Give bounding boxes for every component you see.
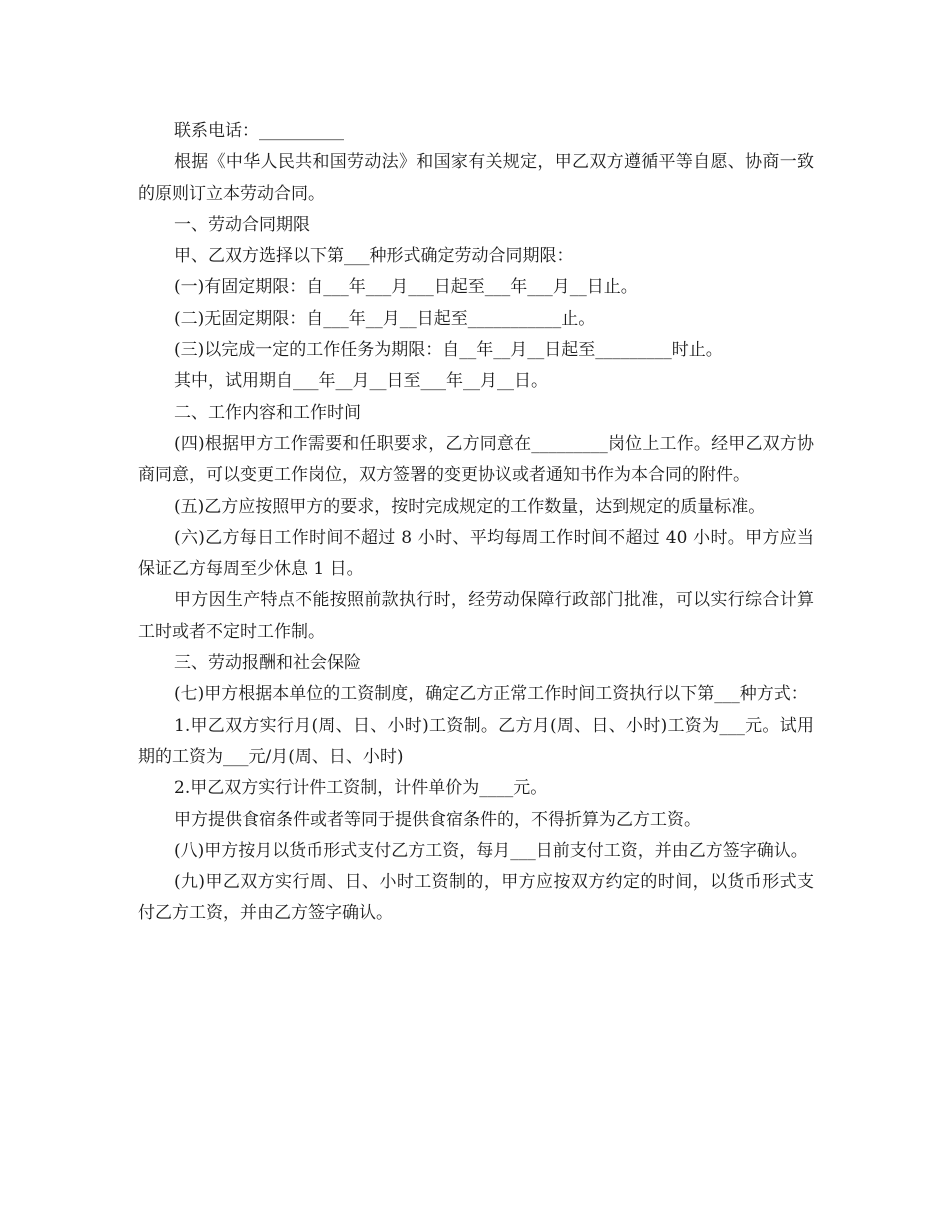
section-heading-remuneration: 三、劳动报酬和社会保险	[174, 653, 361, 674]
clause-monthly-payment: (八)甲方按月以货币形式支付乙方工资，每月___日前支付工资，并由乙方签字确认。	[174, 840, 808, 861]
term-form-selection: 甲、乙双方选择以下第___种形式确定劳动合同期限：	[174, 246, 574, 267]
clause-time-wage: 1.甲乙双方实行月(周、日、小时)工资制。乙方月(周、日、小时)工资为___元。试用期的工资为___元/月(周、日、小时)	[138, 715, 814, 767]
clause-job-position: (四)根据甲方工作需要和任职要求，乙方同意在_________岗位上工作。经甲乙双方协商同意，可以变更工作岗位，双方签署的变更协议或者通知书作为本合同的附件。	[138, 433, 814, 486]
clause-special-hours: 甲方因生产特点不能按照前款执行时，经劳动保障行政部门批准，可以实行综合计算工时或者不定时工作制。	[138, 590, 814, 642]
probation-period-line: 其中，试用期自___年__月__日至___年__月__日。	[174, 371, 548, 392]
clause-task-based-term: (三)以完成一定的工作任务为期限：自__年__月__日起至_________时止。	[174, 340, 723, 361]
clause-wage-system: (七)甲方根据本单位的工资制度，确定乙方正常工作时间工资执行以下第___种方式：	[174, 684, 808, 705]
clause-hourly-payment: (九)甲乙双方实行周、日、小时工资制的，甲方应按双方约定的时间，以货币形式支付乙方工资，并由乙方签字确认。	[138, 872, 814, 924]
contact-phone-line: 联系电话：__________	[174, 121, 344, 141]
section-heading-work-content: 二、工作内容和工作时间	[174, 402, 361, 423]
clause-piece-wage: 2.甲乙双方实行计件工资制，计件单价为____元。	[174, 778, 548, 799]
preamble-paragraph: 根据《中华人民共和国劳动法》和国家有关规定，甲乙双方遵循平等自愿、协商一致的原则订立本劳动合同。	[138, 152, 814, 204]
section-heading-contract-term: 一、劳动合同期限	[174, 214, 310, 235]
clause-fixed-term: (一)有固定期限：自___年___月___日起至___年___月__日止。	[174, 277, 638, 298]
contract-body	[138, 116, 814, 930]
clause-board-lodging: 甲方提供食宿条件或者等同于提供食宿条件的，不得折算为乙方工资。	[174, 809, 701, 830]
clause-working-hours: (六)乙方每日工作时间不超过 8 小时、平均每周工作时间不超过 40 小时。甲方应当保证乙方每周至少休息 1 日。	[138, 527, 814, 580]
clause-open-ended-term: (二)无固定期限：自___年__月__日起至___________止。	[174, 308, 596, 329]
clause-work-quantity: (五)乙方应按照甲方的要求，按时完成规定的工作数量，达到规定的质量标准。	[174, 496, 766, 517]
